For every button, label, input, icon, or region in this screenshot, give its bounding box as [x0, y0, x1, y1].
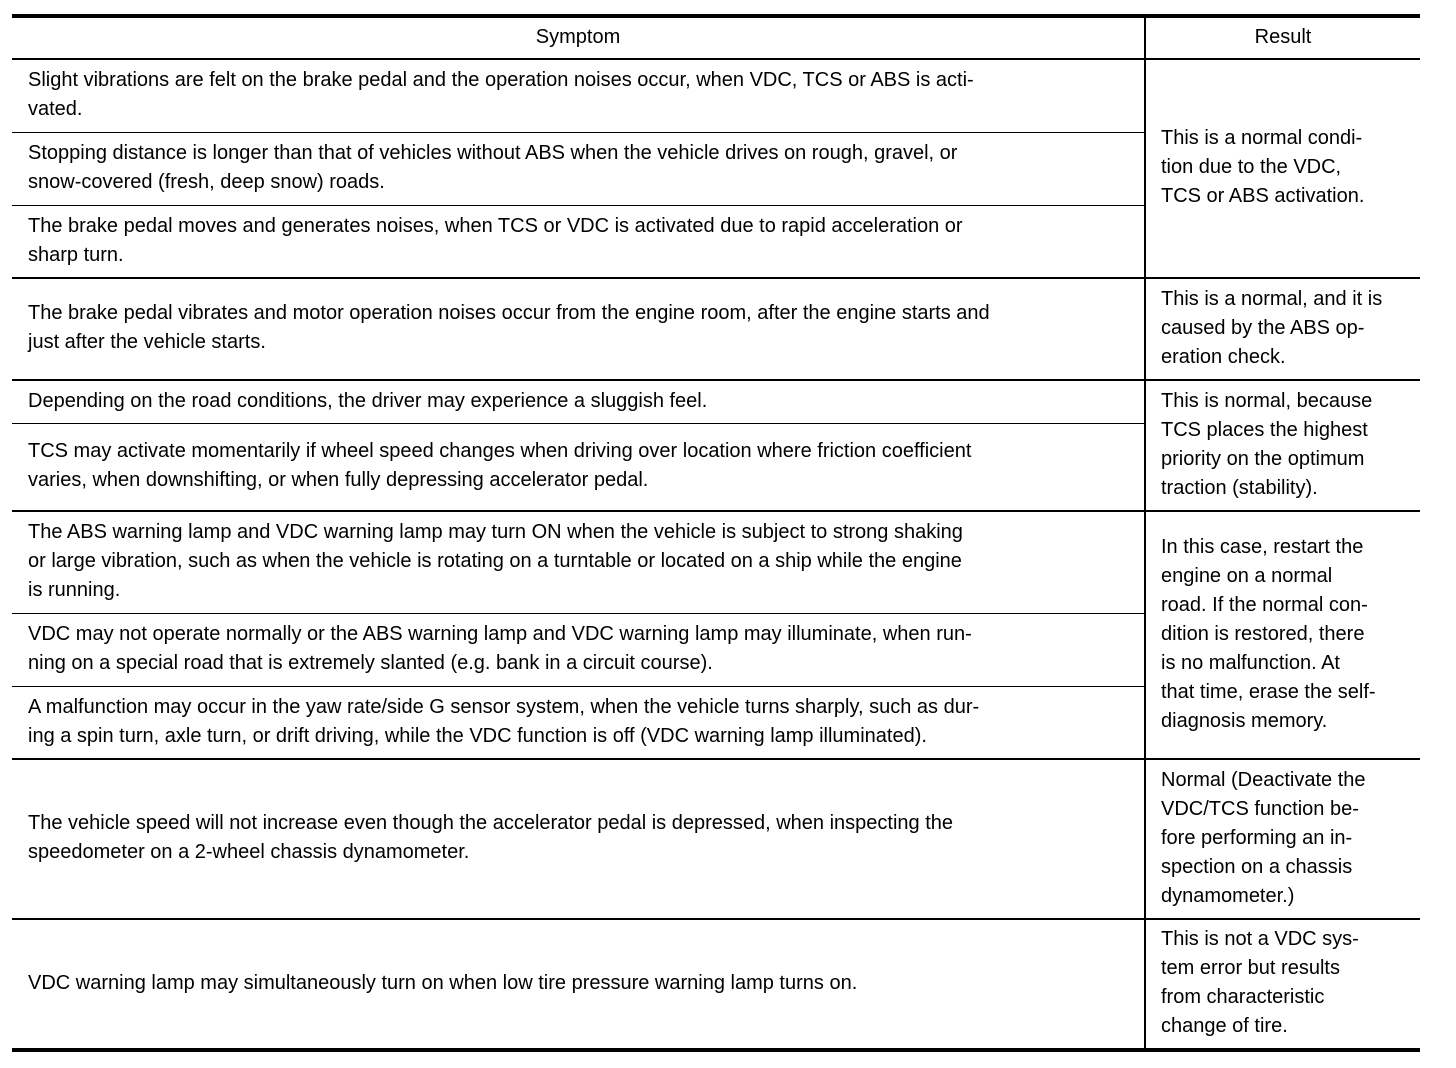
symptom-column-header: Symptom	[12, 16, 1145, 59]
table-header-row	[12, 16, 1420, 59]
symptom-cell: VDC warning lamp may simultaneously turn on when low tire pressure warning lamp turns on.	[28, 971, 858, 994]
symptom-cell: The ABS warning lamp and VDC warning lamp may turn ON when the vehicle is subject to strong shaking or large vibration, such as when the vehicle is rotating on a turntable or located on a ship while the engine is running.	[12, 511, 1145, 614]
table-row	[12, 759, 1420, 919]
table-row	[12, 380, 1420, 424]
table-row	[12, 511, 1420, 614]
symptom-result-table-container	[12, 14, 1420, 1052]
symptom-cell: Depending on the road conditions, the driver may experience a sluggish feel.	[12, 380, 1145, 424]
symptom-cell: Stopping distance is longer than that of vehicles without ABS when the vehicle drives on rough, gravel, or snow-covered (fresh, deep snow) roads.	[12, 133, 1145, 206]
result-cell: This is a normal condi- tion due to the VDC, TCS or ABS activation.	[1145, 59, 1420, 278]
result-cell: This is normal, because TCS places the highest priority on the optimum traction (stability).	[1145, 380, 1420, 511]
symptom-cell: The vehicle speed will not increase even though the accelerator pedal is depressed, when inspecting the speedometer on a 2-wheel chassis dynamometer.	[12, 759, 1145, 919]
table-row	[12, 59, 1420, 133]
table-row	[12, 919, 1420, 1050]
symptom-result-table	[12, 14, 1420, 1052]
symptom-cell: The brake pedal moves and generates noises, when TCS or VDC is activated due to rapid acceleration or sharp turn.	[12, 206, 1145, 279]
table-row	[12, 278, 1420, 380]
symptom-cell: A malfunction may occur in the yaw rate/side G sensor system, when the vehicle turns sharply, such as dur- ing a spin turn, axle turn, or drift driving, while the VDC function is off (VDC warning lamp illuminated).	[12, 687, 1145, 760]
result-cell: This is a normal, and it is caused by the ABS op- eration check.	[1145, 278, 1420, 380]
result-cell: Normal (Deactivate the VDC/TCS function be- fore performing an in- spection on a chassis dynamometer.)	[1145, 759, 1420, 919]
symptom-cell: TCS may activate momentarily if wheel speed changes when driving over location where friction coefficient varies, when downshifting, or when fully depressing accelerator pedal.	[12, 424, 1145, 512]
result-column-header: Result	[1145, 16, 1420, 59]
result-cell: This is not a VDC sys- tem error but results from characteristic change of tire.	[1145, 919, 1420, 1050]
symptom-cell: The brake pedal vibrates and motor operation noises occur from the engine room, after the engine starts and just after the vehicle starts.	[12, 278, 1145, 380]
result-cell: In this case, restart the engine on a normal road. If the normal con- dition is restored, there is no malfunction. At that time, erase the self- diagnosis memory.	[1145, 511, 1420, 759]
symptom-cell: Slight vibrations are felt on the brake pedal and the operation noises occur, when VDC, TCS or ABS is acti- vated.	[12, 59, 1145, 133]
symptom-cell: VDC may not operate normally or the ABS warning lamp and VDC warning lamp may illuminate, when run- ning on a special road that is extremely slanted (e.g. bank in a circuit course).	[12, 614, 1145, 687]
